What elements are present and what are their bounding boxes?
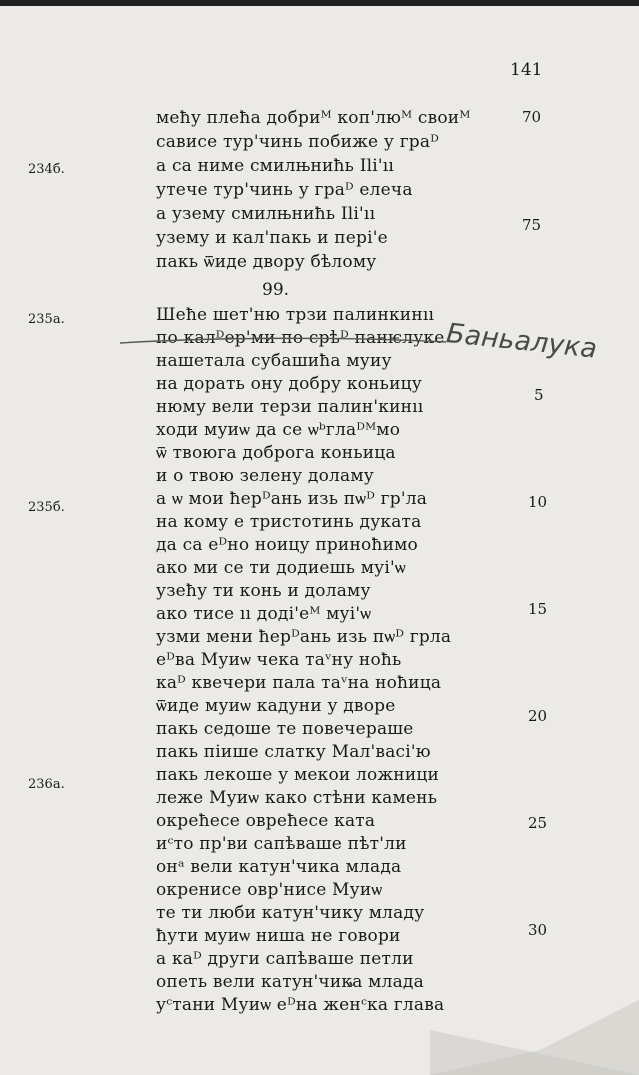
verse-line: окреħесе овреħесе ката xyxy=(156,811,376,831)
verse-line: онᵃ вели катун'чика млада xyxy=(156,857,402,877)
verse-line: ħути муиѡ ниша не говори xyxy=(156,926,401,946)
verse-line: пакь лекоше у мекои ложници xyxy=(156,765,440,785)
verse-line: нюму вели терзи палин'кинıı xyxy=(156,397,424,417)
verse-line: узеħу ти конь и доламу xyxy=(156,581,371,601)
verse-line: а каᴰ други сапѣваше петли xyxy=(156,949,414,969)
line-number: 25 xyxy=(528,814,548,832)
verse-line: а узему смилњниħь Ili'ıı xyxy=(156,204,376,224)
verse-line: узему и кал'пакь и пері'е xyxy=(156,228,388,248)
verse-line: пакь ѿиде двору бѣлому xyxy=(156,252,377,272)
margin-reference: 234б. xyxy=(28,162,65,177)
verse-line: узми мени ħерᴰань изь пѡᴰ грла xyxy=(156,627,452,647)
verse-line: каᴰ квечери пала таᵛна ноħица xyxy=(156,673,442,693)
line-number: 75 xyxy=(522,216,542,234)
verse-line: сависе тур'чинь побиже у граᴰ xyxy=(156,132,440,152)
handwritten-annotation: Баньалука xyxy=(444,318,599,365)
verse-line: те ти люби катун'чику младу xyxy=(156,903,425,923)
verse-line: ако тисе ıı доді'еᴹ муі'ѡ xyxy=(156,604,372,624)
verse-line: а ѡ мои ħерᴰань изь пѡᴰ гр'ла xyxy=(156,489,428,509)
verse-line: на кому е тристотинь дуката xyxy=(156,512,422,532)
verse-line: иᶜто пр'ви сапѣваше пѣт'ли xyxy=(156,834,407,854)
verse-line: утече тур'чинь у граᴰ елеча xyxy=(156,180,413,200)
verse-line: окренисе овр'нисе Муиѡ xyxy=(156,880,383,900)
verse-line: а са ниме смилњниħь Ili'ıı xyxy=(156,156,395,176)
verse-line: по калᴰер'ми по срѣᴰ панѥлуке xyxy=(156,328,445,348)
line-number: 15 xyxy=(528,600,548,618)
verse-line: опеть вели катун'чика млада xyxy=(156,972,424,992)
line-number: 5 xyxy=(534,386,544,404)
line-number: 20 xyxy=(528,707,548,725)
verse-line: ѿ твоюга доброга коньица xyxy=(156,443,396,463)
verse-line: нашетала субашиħа муиу xyxy=(156,351,392,371)
verse-line: ходи муиѡ да се ѡᵇглаᴰᴹмо xyxy=(156,420,401,440)
margin-reference: 236а. xyxy=(28,777,65,792)
verse-line: пакь седоше те повечераше xyxy=(156,719,414,739)
line-number: 70 xyxy=(522,108,542,126)
poem-number: 99. xyxy=(262,280,290,300)
margin-reference: 235а. xyxy=(28,312,65,327)
line-number: 10 xyxy=(528,493,548,511)
margin-reference: 235б. xyxy=(28,500,65,515)
verse-line: Шеħе шет'ню трзи палинкинıı xyxy=(156,305,435,325)
verse-line: ако ми се ти додиешь муі'ѡ xyxy=(156,558,406,578)
verse-line: меħу плеħа добриᴹ коп'люᴹ своиᴹ xyxy=(156,108,471,128)
line-number: 30 xyxy=(528,921,548,939)
verse-line: ѿиде муиѡ кадуни у дворе xyxy=(156,696,396,716)
verse-line: уᶜтани Муиѡ еᴰна женᶜка глава xyxy=(156,995,445,1015)
verse-line: да са еᴰно ноицу приноħимо xyxy=(156,535,418,555)
verse-line: пакь піише слатку Мал'васі'ю xyxy=(156,742,431,762)
verse-line: и о твою зелену доламу xyxy=(156,466,374,486)
page-number: 141 xyxy=(510,60,543,80)
verse-line: леже Муиѡ како стѣни камень xyxy=(156,788,438,808)
verse-line: еᴰва Муиѡ чека таᵛну ноħь xyxy=(156,650,402,670)
verse-line: на дорать ону добру коньицу xyxy=(156,374,422,394)
